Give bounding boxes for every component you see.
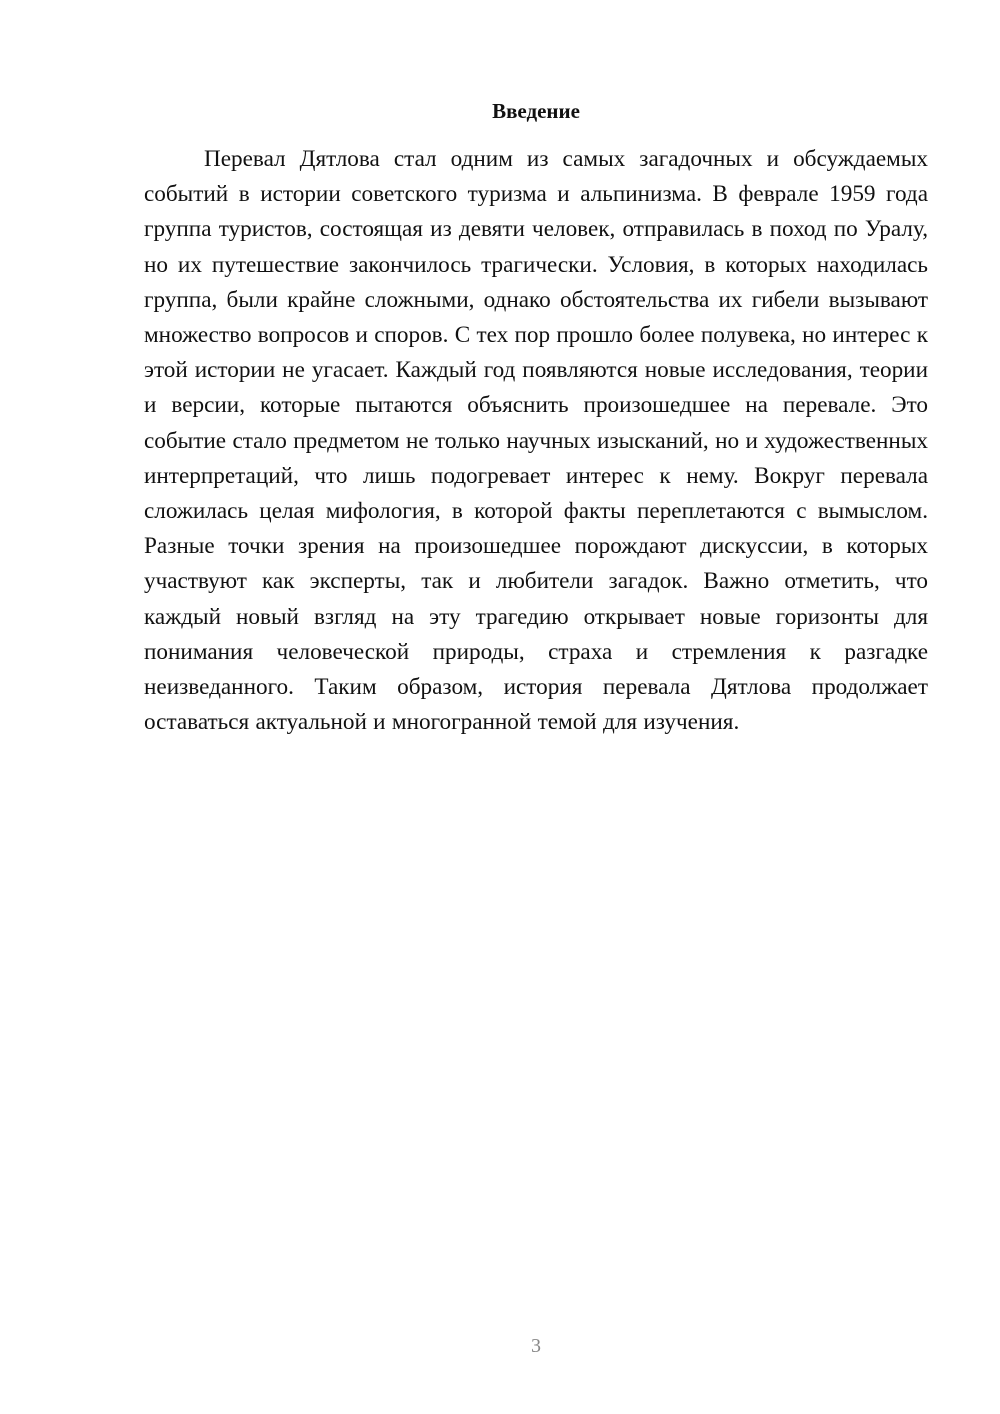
page-number: 3 bbox=[531, 1335, 541, 1357]
page-title: Введение bbox=[492, 99, 580, 123]
body-paragraph: Перевал Дятлова стал одним из самых загадочных и обсуждаемых событий в истории советского туризма и альпинизма. В феврале 1959 года группа туристов, состоящая из девяти человек, отправилась в поход по Уралу, но их путешествие закончилось трагически. Условия, в которых находилась группа, были крайне сложными, однако обстоятельства их гибели вызывают множество вопросов и споров. С тех пор прошло более полувека, но интерес к этой истории не угасает. Каждый год появляются новые исследования, теории и версии, которые пытаются объяснить произошедшее на перевале. Это событие стало предметом не только научных изысканий, но и художественных интерпретаций, что лишь подогревает интерес к нему. Вокруг перевала сложилась целая мифология, в которой факты переплетаются с вымыслом. Разные точки зрения на произошедшее порождают дискуссии, в которых участвуют как эксперты, так и любители загадок. Важно отметить, что каждый новый взгляд на эту трагедию открывает новые горизонты для понимания человеческой природы, страха и стремления к разгадке неизведанного. Таким образом, история перевала Дятлова продолжает оставаться актуальной и многогранной темой для изучения. bbox=[144, 146, 928, 736]
